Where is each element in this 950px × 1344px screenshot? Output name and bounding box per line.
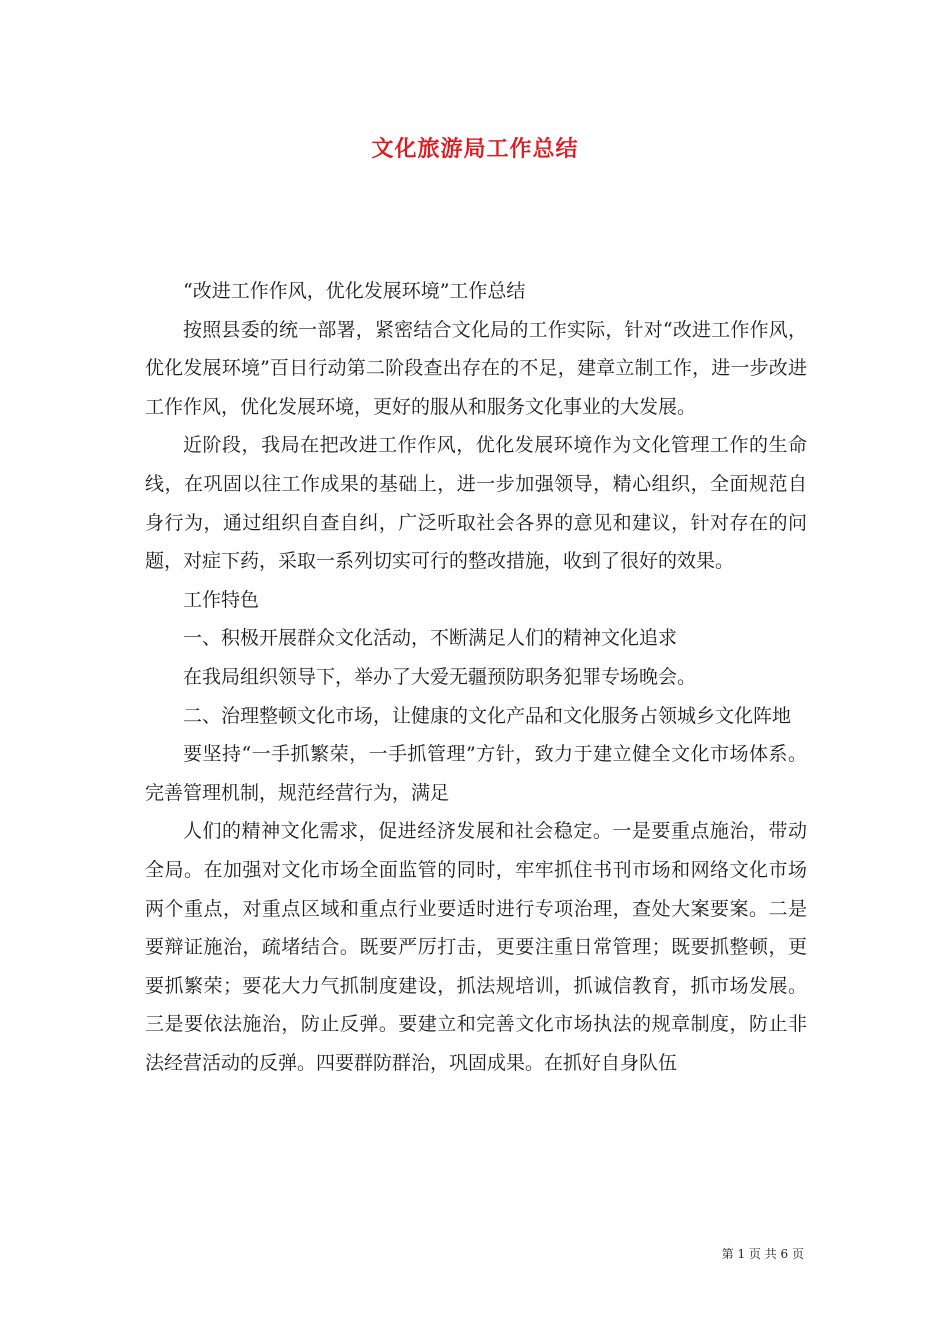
body-paragraph: “改进工作作风，优化发展环境”工作总结 [183,280,526,302]
section-heading: 二、治理整顿文化市场，让健康的文化产品和文化服务占领城乡文化阵地 [183,704,792,727]
section-heading: 工作特色 [183,588,260,611]
body-paragraph: 在我局组织领导下，举办了大爱无疆预防职务犯罪专场晚会。 [183,665,697,688]
page-number-footer: 第 1 页 共 6 页 [721,1247,804,1261]
section-heading: 一、积极开展群众文化活动，不断满足人们的精神文化追求 [183,627,678,650]
body-paragraph: 要坚持“一手抓繁荣，一手抓管理”方针，致力于建立健全文化市场体系。完善管理机制，规范经营行为，满足 [145,743,807,804]
body-paragraph: 按照县委的统一部署，紧密结合文化局的工作实际，针对“改进工作作风，优化发展环境”百日行动第二阶段查出存在的不足，建章立制工作，进一步改进工作作风，优化发展环境，更好的服从和服务文化事业的大发展。 [145,318,807,418]
body-paragraph: 人们的精神文化需求，促进经济发展和社会稳定。一是要重点施治，带动全局。在加强对文化市场全面监管的同时，牢牢抓住书刊市场和网络文化市场两个重点，对重点区域和重点行业要适时进行专项治理，查处大案要案。二是要辩证施治，疏堵结合。既要严厉打击，更要注重日常管理；既要抓整顿，更要抓繁荣；要花大力气抓制度建设，抓法规培训，抓诚信教育，抓市场发展。三是要依法施治，防止反弹。要建立和完善文化市场执法的规章制度，防止非法经营活动的反弹。四要群防群治，巩固成果。在抓好自身队伍 [145,820,807,1074]
body-paragraph: 近阶段，我局在把改进工作作风，优化发展环境作为文化管理工作的生命线，在巩固以往工作成果的基础上，进一步加强领导，精心组织，全面规范自身行为，通过组织自查自纠，广泛听取社会各界的意见和建议，针对存在的问题，对症下药，采取一系列切实可行的整改措施，收到了很好的效果。 [145,434,807,573]
document-body [145,272,807,1082]
document-title: 文化旅游局工作总结 [371,136,579,162]
